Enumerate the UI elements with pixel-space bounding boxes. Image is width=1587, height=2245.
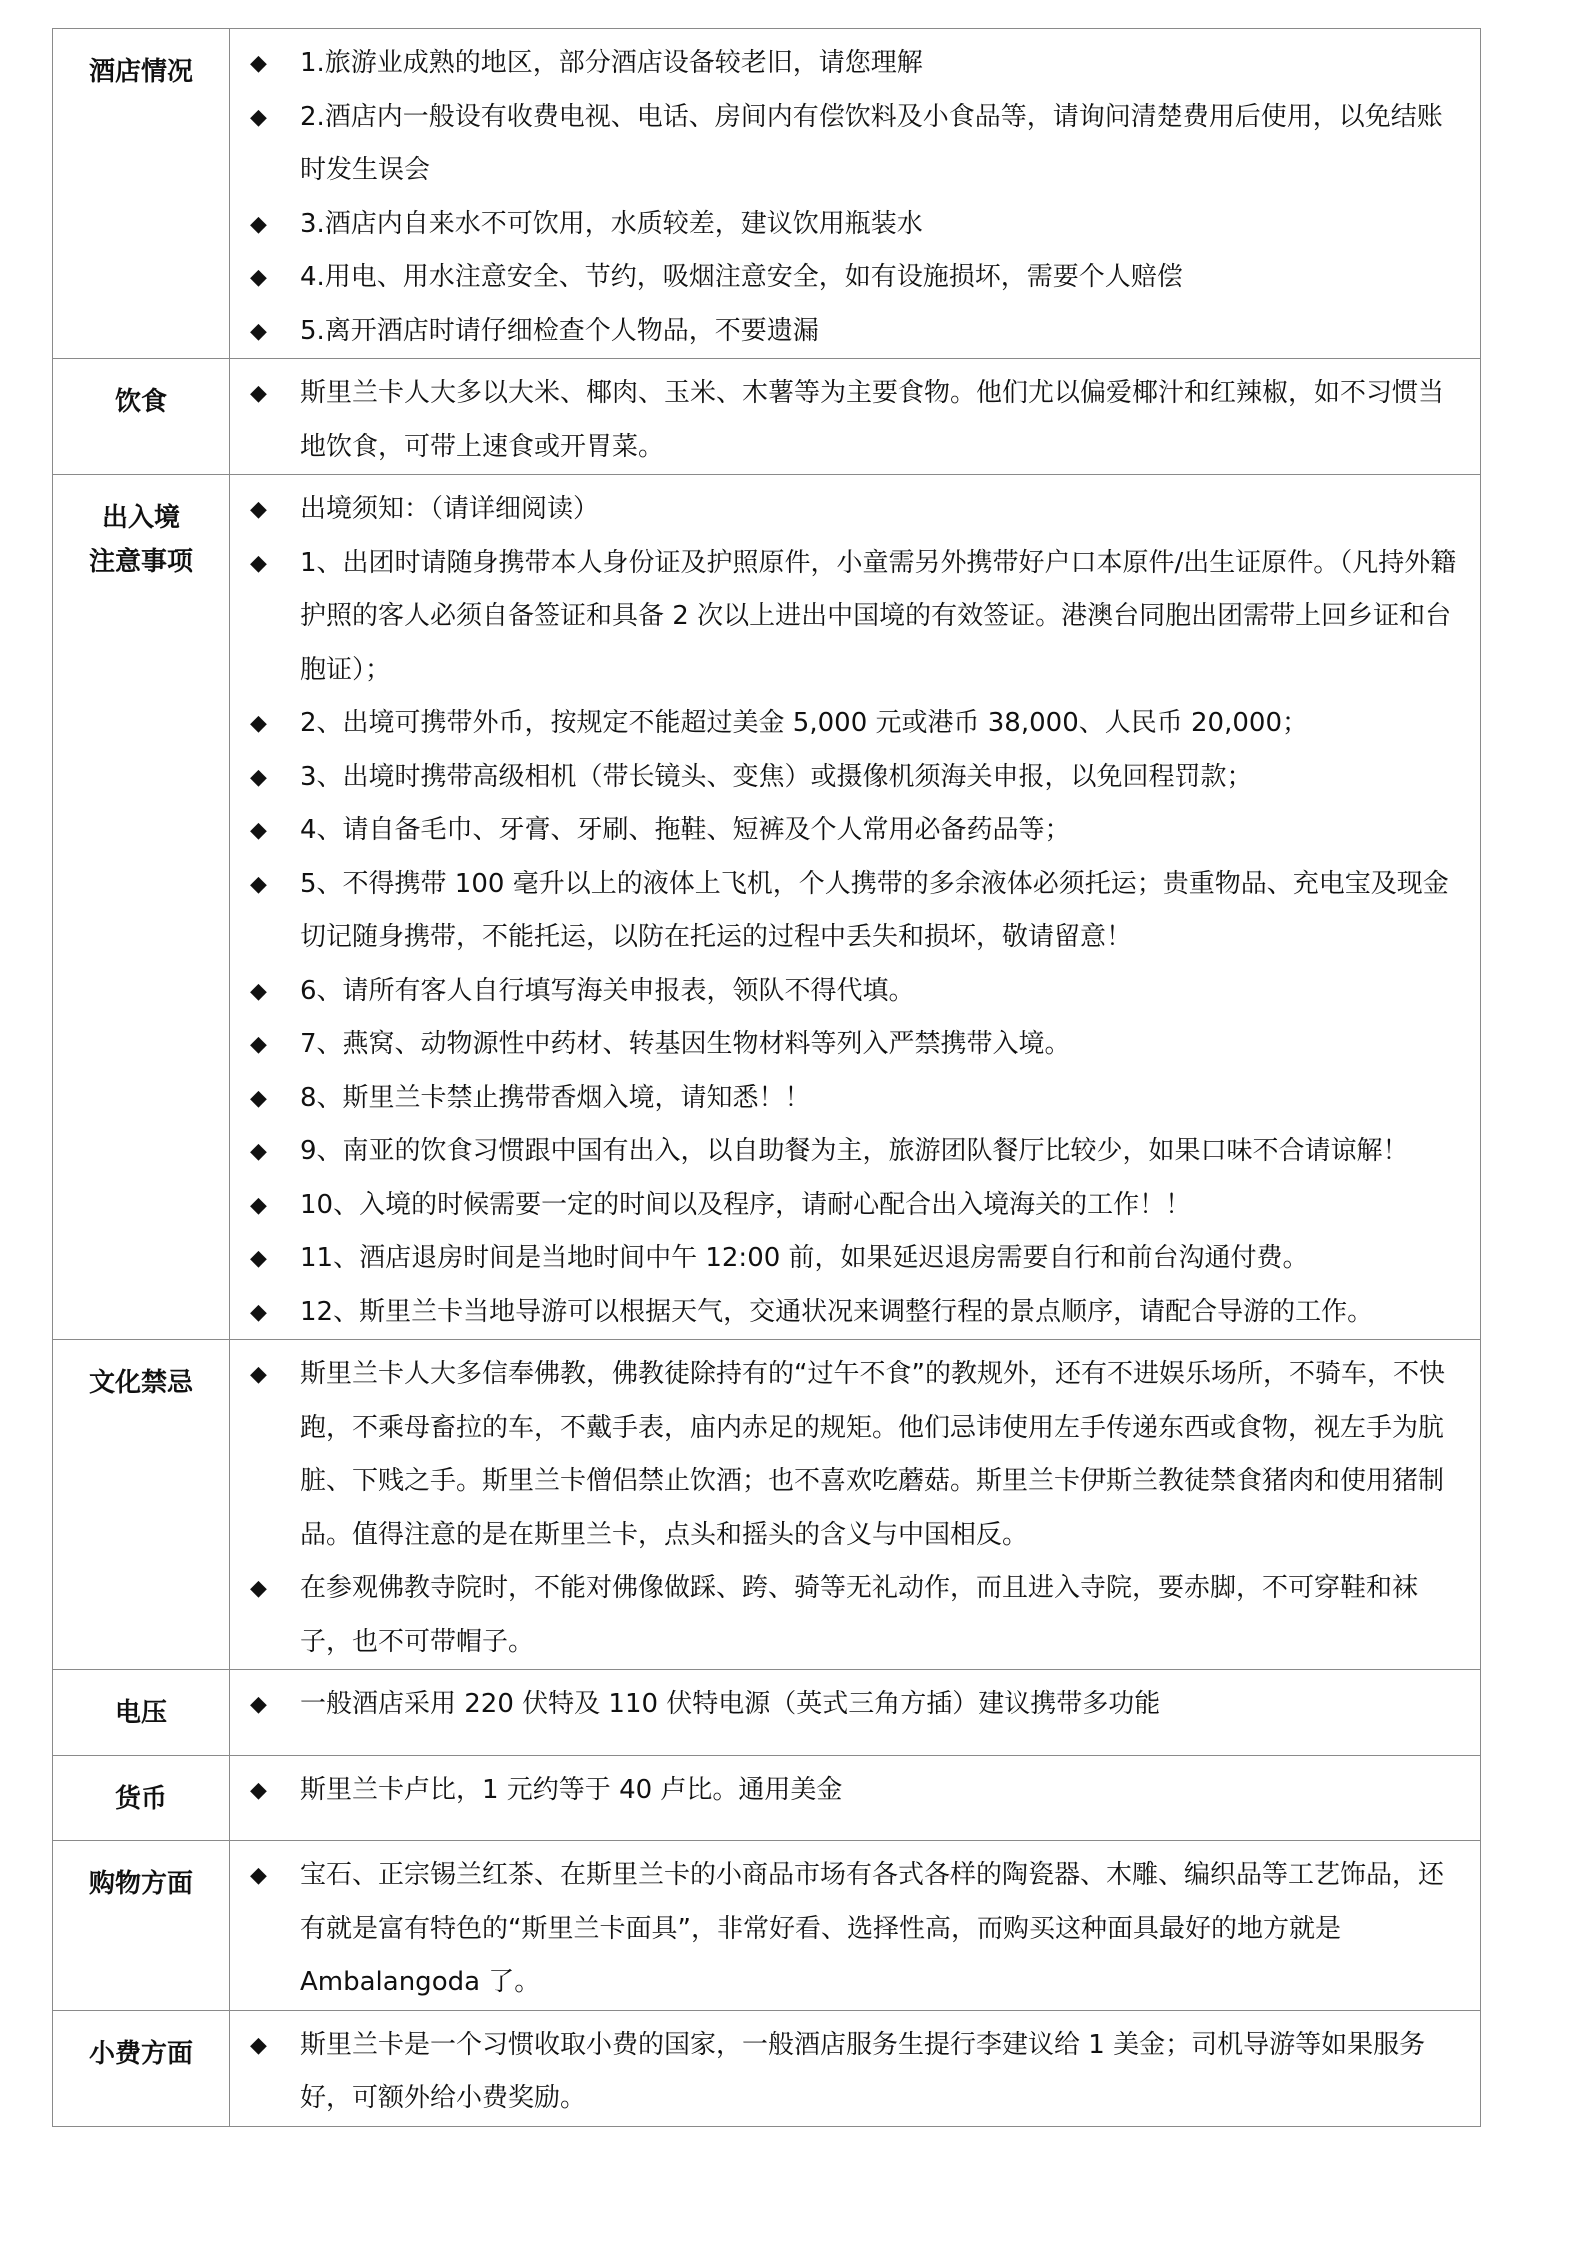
section-item-list (242, 37, 1466, 358)
section-item-list (242, 367, 1466, 474)
section-label-culture (53, 1340, 230, 1670)
list-item (242, 1232, 1466, 1286)
diamond-bullet-icon: ◆ (250, 1692, 267, 1717)
section-item-list (242, 1348, 1466, 1669)
section-row-food (53, 359, 1481, 475)
section-label-text: 小费方面 (88, 2038, 193, 2069)
list-item-text: 4、请自备毛巾、牙膏、牙刷、拖鞋、短裤及个人常用必备药品等； (300, 815, 1071, 845)
diamond-bullet-icon: ◆ (250, 1085, 267, 1111)
diamond-bullet-icon: ◆ (250, 51, 267, 76)
section-content-entry-exit (230, 475, 1481, 1340)
diamond-bullet-icon: ◆ (250, 871, 267, 897)
list-item (242, 367, 1466, 474)
list-item-text: 出境须知：（请详细阅读） (300, 494, 600, 524)
list-item-text: 斯里兰卡卢比，1 元约等于 40 卢比。通用美金 (300, 1775, 843, 1805)
section-row-hotel (53, 29, 1481, 359)
list-item-text: 1、出团时请随身携带本人身份证及护照原件，小童需另外携带好户口本原件/出生证原件。（凡持外籍护照的客人必须自备签证和具备 2 次以上进出中国境的有效签证。港澳台同胞出团需带上回乡证和台胞证）； (300, 547, 1457, 685)
section-row-voltage (53, 1670, 1481, 1756)
section-label-currency (53, 1756, 230, 1841)
list-item-text: 12、斯里兰卡当地导游可以根据天气，交通状况来调整行程的景点顺序，请配合导游的工作。 (300, 1296, 1374, 1327)
list-item (242, 804, 1466, 858)
list-item-text: 5.离开酒店时请仔细检查个人物品，不要遗漏 (300, 315, 819, 346)
list-item (242, 1072, 1466, 1126)
section-label-voltage (53, 1670, 230, 1756)
list-item-text: 11、酒店退房时间是当地时间中午 12:00 前，如果延迟退房需要自行和前台沟通付费。 (300, 1243, 1309, 1273)
section-label-text: 饮食 (114, 387, 167, 417)
section-item-list (242, 2019, 1466, 2126)
list-item (242, 1018, 1466, 1072)
section-content-shopping (230, 1841, 1481, 2011)
section-item-list (242, 483, 1466, 1339)
list-item (242, 1562, 1466, 1669)
diamond-bullet-icon: ◆ (250, 1863, 267, 1888)
diamond-bullet-icon: ◆ (250, 497, 267, 522)
section-label-hotel (53, 29, 230, 359)
section-label-text: 出入境 (101, 503, 180, 533)
diamond-bullet-icon: ◆ (250, 381, 267, 406)
list-item (242, 1348, 1466, 1562)
list-item-text: 斯里兰卡是一个习惯收取小费的国家，一般酒店服务生提行李建议给 1 美金；司机导游等如果服务好，可额外给小费奖励。 (300, 2029, 1426, 2113)
section-item-list (242, 1849, 1466, 2010)
section-label-text: 酒店情况 (88, 57, 193, 87)
list-item (242, 1125, 1466, 1179)
section-row-tipping (53, 2010, 1481, 2126)
diamond-bullet-icon: ◆ (250, 1576, 267, 1601)
diamond-bullet-icon: ◆ (250, 978, 267, 1004)
list-item-text: 10、入境的时候需要一定的时间以及程序，请耐心配合出入境海关的工作！！ (300, 1189, 1192, 1220)
list-item-text: 8、斯里兰卡禁止携带香烟入境，请知悉！！ (300, 1082, 811, 1113)
section-item-list (242, 1678, 1466, 1732)
list-item-text: 7、燕窝、动物源性中药材、转基因生物材料等列入严禁携带入境。 (300, 1029, 1071, 1059)
list-item (242, 1678, 1466, 1732)
list-item (242, 1764, 1466, 1818)
diamond-bullet-icon: ◆ (250, 2032, 267, 2058)
diamond-bullet-icon: ◆ (250, 1032, 267, 1057)
list-item-text: 3、出境时携带高级相机（带长镜头、变焦）或摄像机须海关申报，以免回程罚款； (300, 761, 1253, 792)
diamond-bullet-icon: ◆ (250, 818, 267, 843)
list-item-text: 6、请所有客人自行填写海关申报表，领队不得代填。 (300, 975, 915, 1006)
section-content-food (230, 359, 1481, 475)
list-item-text: 9、南亚的饮食习惯跟中国有出入，以自助餐为主，旅游团队餐厅比较少，如果口味不合请谅解！ (300, 1136, 1409, 1166)
list-item-text: 斯里兰卡人大多信奉佛教，佛教徒除持有的“过午不食”的教规外，还有不进娱乐场所，不骑车，不快跑，不乘母畜拉的车，不戴手表，庙内赤足的规矩。他们忌讳使用左手传递东西或食物，视左手为肮脏、下贱之手。斯里兰卡僧侣禁止饮酒；也不喜欢吃蘑菇。斯里兰卡伊斯兰教徒禁食猪肉和使用猪制品。值得注意的是在斯里兰卡，点头和摇头的含义与中国相反。 (300, 1359, 1445, 1550)
travel-notice-table (52, 28, 1481, 2127)
list-item-text: 2、出境可携带外币，按规定不能超过美金 5,000 元或港币 38,000、人民币 20,000； (300, 708, 1308, 738)
diamond-bullet-icon: ◆ (250, 318, 267, 344)
section-content-culture (230, 1340, 1481, 1670)
diamond-bullet-icon: ◆ (250, 1139, 267, 1164)
section-label-text: 文化禁忌 (88, 1368, 193, 1398)
list-item (242, 858, 1466, 965)
diamond-bullet-icon: ◆ (250, 104, 267, 130)
list-item (242, 483, 1466, 537)
list-item (242, 198, 1466, 252)
section-label-text: 电压 (114, 1698, 167, 1728)
list-item (242, 751, 1466, 805)
diamond-bullet-icon: ◆ (250, 711, 267, 736)
list-item (242, 1849, 1466, 2010)
section-label-shopping (53, 1841, 230, 2011)
section-row-entry-exit (53, 475, 1481, 1340)
diamond-bullet-icon: ◆ (250, 1246, 267, 1271)
section-label-entry-exit (53, 475, 230, 1340)
section-label-text: 购物方面 (88, 1869, 193, 1899)
diamond-bullet-icon: ◆ (250, 1192, 267, 1218)
diamond-bullet-icon: ◆ (250, 550, 267, 576)
list-item-text: 5、不得携带 100 毫升以上的液体上飞机，个人携带的多余液体必须托运；贵重物品、充电宝及现金切记随身携带，不能托运，以防在托运的过程中丢失和损坏，敬请留意！ (300, 868, 1449, 952)
list-item (242, 251, 1466, 305)
notice-table-body (53, 29, 1481, 2127)
section-row-shopping (53, 1841, 1481, 2011)
section-label-text: 注意事项 (88, 547, 193, 577)
diamond-bullet-icon: ◆ (250, 1778, 267, 1803)
list-item-text: 一般酒店采用 220 伏特及 110 伏特电源（英式三角方插）建议携带多功能 (300, 1689, 1161, 1719)
section-content-tipping (230, 2010, 1481, 2126)
diamond-bullet-icon: ◆ (250, 1362, 267, 1387)
list-item (242, 91, 1466, 198)
list-item-text: 2.酒店内一般设有收费电视、电话、房间内有偿饮料及小食品等，请询问清楚费用后使用，以免结账时发生误会 (300, 101, 1443, 185)
section-row-culture (53, 1340, 1481, 1670)
section-content-currency (230, 1756, 1481, 1841)
section-label-text: 货币 (114, 1784, 167, 1814)
list-item (242, 305, 1466, 359)
diamond-bullet-icon: ◆ (250, 211, 267, 237)
list-item-text: 斯里兰卡人大多以大米、椰肉、玉米、木薯等为主要食物。他们尤以偏爱椰汁和红辣椒，如不习惯当地饮食，可带上速食或开胃菜。 (300, 378, 1445, 462)
list-item (242, 965, 1466, 1019)
diamond-bullet-icon: ◆ (250, 1299, 267, 1325)
list-item (242, 2019, 1466, 2126)
list-item (242, 537, 1466, 698)
list-item-text: 1.旅游业成熟的地区，部分酒店设备较老旧，请您理解 (300, 48, 923, 78)
list-item (242, 1286, 1466, 1340)
list-item-text: 4.用电、用水注意安全、节约，吸烟注意安全，如有设施损坏，需要个人赔偿 (300, 262, 1183, 292)
section-row-currency (53, 1756, 1481, 1841)
list-item-text: 宝石、正宗锡兰红茶、在斯里兰卡的小商品市场有各式各样的陶瓷器、木雕、编织品等工艺饰品，还有就是富有特色的“斯里兰卡面具”，非常好看、选择性高，而购买这种面具最好的地方就是 Ambalangoda 了。 (300, 1860, 1445, 1997)
section-label-tipping (53, 2010, 230, 2126)
list-item (242, 1179, 1466, 1233)
list-item (242, 37, 1466, 91)
list-item-text: 在参观佛教寺院时，不能对佛像做踩、跨、骑等无礼动作，而且进入寺院，要赤脚，不可穿鞋和袜子，也不可带帽子。 (300, 1573, 1419, 1657)
list-item (242, 697, 1466, 751)
section-content-hotel (230, 29, 1481, 359)
diamond-bullet-icon: ◆ (250, 764, 267, 790)
section-label-food (53, 359, 230, 475)
diamond-bullet-icon: ◆ (250, 265, 267, 290)
list-item-text: 3.酒店内自来水不可饮用，水质较差，建议饮用瓶装水 (300, 208, 923, 239)
section-content-voltage (230, 1670, 1481, 1756)
section-item-list (242, 1764, 1466, 1818)
